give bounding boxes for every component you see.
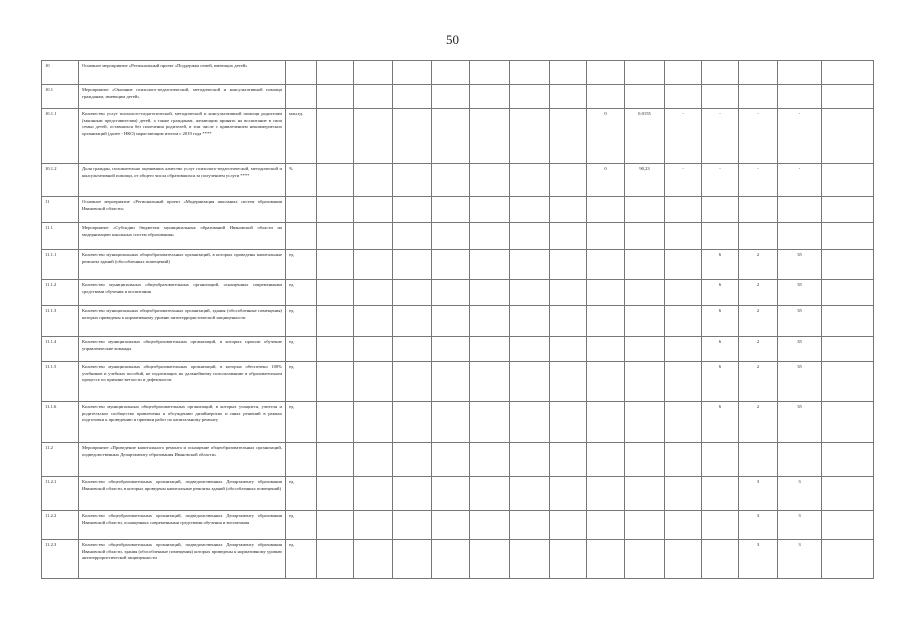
value-cell: -	[739, 109, 778, 164]
value-cell: -	[778, 109, 822, 164]
value-cell	[625, 443, 665, 477]
value-cell	[393, 306, 432, 337]
value-cell	[432, 280, 470, 306]
value-cell	[587, 443, 625, 477]
value-cell	[354, 511, 393, 540]
value-cell: 6	[702, 337, 739, 362]
value-cell	[470, 250, 510, 280]
row-number-cell: 11	[42, 197, 79, 223]
row-unit-cell	[286, 443, 317, 477]
value-cell	[665, 250, 702, 280]
row-number-cell: 10	[42, 61, 79, 85]
value-cell	[317, 85, 354, 109]
value-cell	[470, 61, 510, 85]
value-cell	[317, 197, 354, 223]
value-cell	[354, 443, 393, 477]
value-cell	[665, 511, 702, 540]
value-cell	[470, 337, 510, 362]
value-cell	[393, 477, 432, 511]
value-cell	[778, 223, 822, 250]
value-cell	[550, 402, 587, 443]
value-cell: 0,0155	[625, 109, 665, 164]
value-cell	[432, 164, 470, 197]
value-cell: 6	[702, 306, 739, 337]
value-cell	[510, 477, 550, 511]
row-name-cell: Количество общеобразовательных организаций, подведомственных Департаменту образования Ивановской области, оснащенных современными средствами обучения и воспитания	[79, 511, 286, 540]
value-cell	[354, 61, 393, 85]
value-cell	[470, 85, 510, 109]
value-cell	[393, 85, 432, 109]
value-cell	[432, 306, 470, 337]
value-cell	[470, 477, 510, 511]
value-cell	[702, 197, 739, 223]
value-cell: -	[665, 109, 702, 164]
value-cell	[510, 250, 550, 280]
value-cell	[822, 443, 874, 477]
row-name-cell: Количество общеобразовательных организаций, подведомственных Департаменту образования Ивановской области, здания (обособленные помещения) которых приведены к нормативному уровню антитеррористической защищенности	[79, 540, 286, 579]
value-cell	[354, 197, 393, 223]
value-cell	[625, 337, 665, 362]
value-cell	[470, 306, 510, 337]
value-cell	[665, 85, 702, 109]
row-name-cell: Количество муниципальных общеобразовательных организаций, в которых прошли обучение управленческие команды	[79, 337, 286, 362]
value-cell	[432, 443, 470, 477]
row-number-cell: 11.1	[42, 223, 79, 250]
value-cell	[317, 61, 354, 85]
value-cell	[739, 61, 778, 85]
row-unit-cell: ед.	[286, 540, 317, 579]
value-cell	[393, 164, 432, 197]
value-cell	[625, 511, 665, 540]
value-cell	[625, 306, 665, 337]
value-cell: -	[778, 164, 822, 197]
row-name-cell: Доля граждан, положительно оценивших качество услуг психолого-педагогической, методической и консультативной помощи, от общего числа обратившихся за получением услуги ****	[79, 164, 286, 197]
value-cell	[822, 540, 874, 579]
value-cell	[587, 362, 625, 402]
value-cell: 0	[587, 164, 625, 197]
value-cell	[393, 443, 432, 477]
value-cell	[665, 337, 702, 362]
value-cell: 2	[739, 280, 778, 306]
value-cell	[470, 109, 510, 164]
row-number-cell: 10.1.1	[42, 109, 79, 164]
table-row	[42, 511, 874, 540]
value-cell: -	[702, 109, 739, 164]
value-cell	[317, 511, 354, 540]
row-name-cell: Количество муниципальных общеобразовательных организаций, в которых обеспечено 100% учебников и учебных пособий, не подлежащих их дальнейшему использованию в образовательном процессе по причине ветхости и дефектности	[79, 362, 286, 402]
value-cell	[432, 511, 470, 540]
value-cell	[470, 362, 510, 402]
row-name-cell: Количество муниципальных общеобразовательных организаций, оснащенных современными средствами обучения и воспитания	[79, 280, 286, 306]
value-cell	[702, 540, 739, 579]
value-cell	[550, 61, 587, 85]
value-cell: 2	[739, 250, 778, 280]
table-row	[42, 223, 874, 250]
value-cell	[778, 61, 822, 85]
value-cell	[702, 511, 739, 540]
value-cell	[354, 337, 393, 362]
value-cell	[550, 337, 587, 362]
value-cell: 35	[778, 250, 822, 280]
value-cell	[587, 85, 625, 109]
value-cell: 2	[739, 362, 778, 402]
value-cell	[702, 477, 739, 511]
value-cell: 2	[739, 337, 778, 362]
value-cell: 3	[778, 511, 822, 540]
row-name-cell: Количество общеобразовательных организаций, подведомственных Департаменту образования Ивановской области, в которых проведены капитальные ремонты зданий (обособленных помещений)	[79, 477, 286, 511]
value-cell	[625, 477, 665, 511]
row-name-cell: Основное мероприятие «Региональный проект «Модернизация школьных систем образования Ивановской области»	[79, 197, 286, 223]
value-cell	[317, 164, 354, 197]
indicators-table	[41, 60, 874, 579]
value-cell	[587, 250, 625, 280]
value-cell	[822, 477, 874, 511]
value-cell	[822, 223, 874, 250]
value-cell: 3	[739, 540, 778, 579]
value-cell	[665, 443, 702, 477]
value-cell	[550, 223, 587, 250]
value-cell	[625, 250, 665, 280]
value-cell	[550, 109, 587, 164]
value-cell	[822, 164, 874, 197]
row-unit-cell	[286, 197, 317, 223]
value-cell	[822, 61, 874, 85]
row-number-cell: 11.1.3	[42, 306, 79, 337]
value-cell	[778, 197, 822, 223]
value-cell	[510, 511, 550, 540]
value-cell: -	[739, 164, 778, 197]
row-number-cell: 11.2.3	[42, 540, 79, 579]
value-cell	[317, 306, 354, 337]
table-row	[42, 337, 874, 362]
value-cell	[625, 540, 665, 579]
value-cell	[317, 540, 354, 579]
value-cell	[665, 280, 702, 306]
value-cell	[354, 223, 393, 250]
value-cell	[822, 250, 874, 280]
row-unit-cell	[286, 61, 317, 85]
value-cell	[510, 61, 550, 85]
table-row	[42, 477, 874, 511]
value-cell: -	[665, 164, 702, 197]
table-row	[42, 197, 874, 223]
value-cell	[432, 362, 470, 402]
value-cell	[550, 540, 587, 579]
row-number-cell: 11.2.2	[42, 511, 79, 540]
row-number-cell: 10.1	[42, 85, 79, 109]
value-cell	[432, 250, 470, 280]
value-cell	[550, 280, 587, 306]
value-cell	[393, 61, 432, 85]
row-number-cell: 11.1.2	[42, 280, 79, 306]
value-cell	[432, 477, 470, 511]
value-cell	[510, 164, 550, 197]
row-unit-cell: ед.	[286, 250, 317, 280]
value-cell	[665, 477, 702, 511]
value-cell	[822, 362, 874, 402]
row-unit-cell	[286, 85, 317, 109]
row-unit-cell: %	[286, 164, 317, 197]
value-cell	[550, 511, 587, 540]
value-cell	[393, 540, 432, 579]
row-unit-cell: ед.	[286, 402, 317, 443]
value-cell	[822, 511, 874, 540]
value-cell	[354, 306, 393, 337]
value-cell: 35	[778, 337, 822, 362]
value-cell	[317, 250, 354, 280]
value-cell	[317, 280, 354, 306]
row-number-cell: 10.1.2	[42, 164, 79, 197]
value-cell	[822, 85, 874, 109]
value-cell	[739, 85, 778, 109]
value-cell	[822, 280, 874, 306]
value-cell	[550, 477, 587, 511]
row-name-cell: Количество услуг психолого-педагогической, методической и консультативной помощи родителям (законным представителям) детей, а также гражданам, желающим принять на воспитание в свои семьи детей, оставшихся без попечения родителей, в том числе с привлечением некоммерческих организаций (далее - НКО) нарастающим итогом с 2019 года ****	[79, 109, 286, 164]
value-cell	[317, 477, 354, 511]
value-cell	[470, 223, 510, 250]
row-name-cell: Количество муниципальных общеобразовательных организаций, здания (обособленные помещения) которых приведены к нормативному уровню антитеррористической защищенности	[79, 306, 286, 337]
value-cell: 3	[778, 477, 822, 511]
value-cell	[702, 223, 739, 250]
value-cell	[432, 402, 470, 443]
value-cell	[550, 164, 587, 197]
value-cell	[665, 306, 702, 337]
value-cell	[432, 85, 470, 109]
value-cell	[393, 362, 432, 402]
value-cell: 3	[778, 540, 822, 579]
value-cell	[587, 402, 625, 443]
value-cell: 35	[778, 280, 822, 306]
value-cell	[510, 402, 550, 443]
value-cell	[625, 61, 665, 85]
value-cell	[510, 443, 550, 477]
value-cell	[510, 197, 550, 223]
table-row	[42, 280, 874, 306]
value-cell	[354, 85, 393, 109]
value-cell	[665, 223, 702, 250]
value-cell	[665, 197, 702, 223]
value-cell	[317, 362, 354, 402]
value-cell	[354, 362, 393, 402]
value-cell	[432, 337, 470, 362]
value-cell	[822, 197, 874, 223]
value-cell	[317, 223, 354, 250]
value-cell	[587, 197, 625, 223]
value-cell: 6	[702, 280, 739, 306]
value-cell: 6	[702, 250, 739, 280]
row-unit-cell: ед.	[286, 337, 317, 362]
row-unit-cell: ед.	[286, 477, 317, 511]
value-cell	[739, 223, 778, 250]
value-cell	[587, 223, 625, 250]
table-row	[42, 306, 874, 337]
value-cell	[510, 109, 550, 164]
value-cell	[778, 85, 822, 109]
value-cell	[354, 164, 393, 197]
value-cell	[739, 197, 778, 223]
value-cell	[665, 362, 702, 402]
value-cell	[702, 61, 739, 85]
value-cell	[587, 511, 625, 540]
value-cell: 6	[702, 402, 739, 443]
value-cell: 90,23	[625, 164, 665, 197]
row-name-cell: Основное мероприятие «Региональный проект «Поддержка семей, имеющих детей»	[79, 61, 286, 85]
row-name-cell: Мероприятие «Оказание психолого-педагогической, методической и консультативной помощи гражданам, имеющим детей»	[79, 85, 286, 109]
value-cell	[587, 280, 625, 306]
table-row	[42, 250, 874, 280]
value-cell	[822, 402, 874, 443]
value-cell: 35	[778, 402, 822, 443]
table-row	[42, 61, 874, 85]
value-cell: 0	[587, 109, 625, 164]
value-cell	[550, 250, 587, 280]
value-cell	[393, 109, 432, 164]
value-cell	[510, 223, 550, 250]
value-cell	[393, 402, 432, 443]
value-cell	[470, 402, 510, 443]
value-cell	[354, 109, 393, 164]
value-cell	[739, 443, 778, 477]
value-cell	[702, 443, 739, 477]
value-cell	[470, 164, 510, 197]
value-cell	[470, 443, 510, 477]
value-cell	[317, 337, 354, 362]
value-cell	[587, 477, 625, 511]
value-cell	[587, 61, 625, 85]
row-name-cell: Количество муниципальных общеобразовательных организаций, в которых учащиеся, учителя и родительское сообщество привлечены к обсуждению дизайнерских и иных решений в рамках подготовки к проведению и приемки работ по капитальному ремонту	[79, 402, 286, 443]
value-cell: 2	[739, 402, 778, 443]
row-name-cell: Мероприятие «Проведение капитального ремонта и оснащение общеобразовательных организаций, подведомственных Департаменту образования Ивановской области»	[79, 443, 286, 477]
value-cell	[625, 362, 665, 402]
row-unit-cell: ед.	[286, 306, 317, 337]
row-unit-cell: млн.ед.	[286, 109, 317, 164]
value-cell	[510, 337, 550, 362]
value-cell	[587, 337, 625, 362]
table-row	[42, 443, 874, 477]
value-cell	[625, 85, 665, 109]
value-cell	[470, 280, 510, 306]
row-unit-cell: ед.	[286, 280, 317, 306]
row-number-cell: 11.1.1	[42, 250, 79, 280]
row-number-cell: 11.2	[42, 443, 79, 477]
value-cell	[510, 85, 550, 109]
value-cell	[317, 109, 354, 164]
table-row	[42, 164, 874, 197]
value-cell	[393, 511, 432, 540]
value-cell	[354, 477, 393, 511]
value-cell	[550, 85, 587, 109]
value-cell	[354, 250, 393, 280]
value-cell: -	[702, 164, 739, 197]
value-cell	[822, 109, 874, 164]
value-cell	[393, 250, 432, 280]
table-row	[42, 540, 874, 579]
page-number: 50	[446, 32, 459, 47]
value-cell	[702, 85, 739, 109]
value-cell	[393, 337, 432, 362]
row-name-cell: Количество муниципальных общеобразовательных организаций, в которых проведены капитальные ремонты зданий (обособленных помещений)	[79, 250, 286, 280]
value-cell	[778, 443, 822, 477]
value-cell	[822, 306, 874, 337]
value-cell	[625, 280, 665, 306]
value-cell	[510, 280, 550, 306]
value-cell: 6	[702, 362, 739, 402]
value-cell	[393, 280, 432, 306]
value-cell	[354, 540, 393, 579]
value-cell	[822, 337, 874, 362]
value-cell	[354, 280, 393, 306]
table-row	[42, 402, 874, 443]
value-cell: 35	[778, 306, 822, 337]
value-cell	[354, 402, 393, 443]
row-name-cell: Мероприятие «Субсидии бюджетам муниципальных образований Ивановской области на модернизацию школьных систем образования»	[79, 223, 286, 250]
value-cell	[432, 61, 470, 85]
value-cell	[393, 197, 432, 223]
row-unit-cell: ед.	[286, 362, 317, 402]
value-cell	[432, 109, 470, 164]
value-cell	[432, 540, 470, 579]
value-cell	[470, 197, 510, 223]
value-cell	[432, 197, 470, 223]
row-number-cell: 11.2.1	[42, 477, 79, 511]
value-cell	[625, 223, 665, 250]
value-cell: 3	[739, 477, 778, 511]
value-cell	[625, 197, 665, 223]
value-cell	[550, 197, 587, 223]
value-cell	[510, 362, 550, 402]
value-cell	[510, 540, 550, 579]
row-number-cell: 11.1.6	[42, 402, 79, 443]
value-cell	[470, 511, 510, 540]
value-cell: 3	[739, 511, 778, 540]
row-number-cell: 11.1.5	[42, 362, 79, 402]
value-cell	[317, 402, 354, 443]
value-cell	[317, 443, 354, 477]
value-cell	[587, 540, 625, 579]
table-row	[42, 109, 874, 164]
row-number-cell: 11.1.4	[42, 337, 79, 362]
table-row	[42, 85, 874, 109]
value-cell	[587, 306, 625, 337]
value-cell	[665, 402, 702, 443]
value-cell: 2	[739, 306, 778, 337]
row-unit-cell	[286, 223, 317, 250]
value-cell	[665, 540, 702, 579]
table-row	[42, 362, 874, 402]
value-cell	[665, 61, 702, 85]
value-cell	[550, 443, 587, 477]
value-cell	[432, 223, 470, 250]
value-cell	[550, 362, 587, 402]
value-cell	[393, 223, 432, 250]
value-cell	[470, 540, 510, 579]
value-cell	[625, 402, 665, 443]
value-cell: 35	[778, 362, 822, 402]
value-cell	[510, 306, 550, 337]
value-cell	[550, 306, 587, 337]
row-unit-cell: ед.	[286, 511, 317, 540]
